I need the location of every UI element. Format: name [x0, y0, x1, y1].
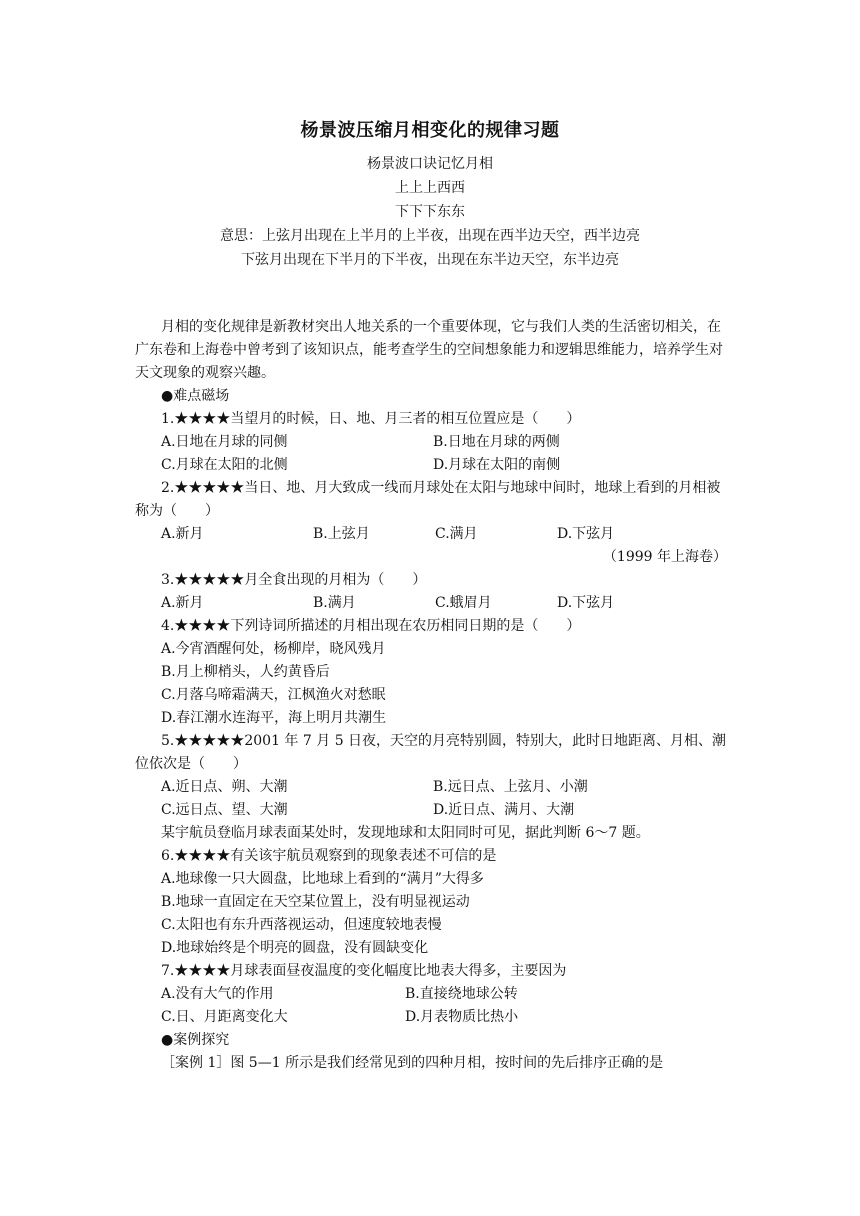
- option: D.月表物质比热小: [405, 1009, 519, 1025]
- question-1-options: [135, 454, 731, 477]
- option: A.新月: [161, 526, 204, 542]
- option: B.远日点、上弦月、小潮: [433, 779, 588, 795]
- main-content: [135, 316, 731, 1075]
- mnemonic-line: 意思：上弦月出现在上半月的上半夜，出现在西半边天空，西半边亮: [220, 228, 640, 244]
- mnemonic-block: [0, 152, 860, 272]
- mnemonic-line: 下下下东东: [395, 204, 465, 220]
- context-6-7: 某宇航员登临月球表面某处时，发现地球和太阳同时可见，据此判断 6～7 题。: [161, 825, 650, 841]
- question-2-source: （1999 年上海卷）: [602, 549, 727, 565]
- option: C.太阳也有东升西落视运动，但速度较地表慢: [161, 917, 442, 933]
- option: A.地球像一只大圆盘，比地球上看到的“满月”大得多: [161, 871, 484, 887]
- mnemonic-line: 杨景波口诀记忆月相: [367, 156, 493, 172]
- option: D.地球始终是个明亮的圆盘，没有圆缺变化: [161, 940, 429, 956]
- mnemonic-line: 下弦月出现在下半月的下半夜，出现在东半边天空，东半边亮: [241, 252, 619, 268]
- question-5-options: [135, 776, 731, 799]
- question-4-stem: 4.★★★★下列诗词所描述的月相出现在农历相同日期的是（ ）: [161, 618, 581, 634]
- option: C.远日点、望、大潮: [161, 802, 288, 818]
- option: D.下弦月: [557, 595, 615, 611]
- question-3-stem: 3.★★★★★月全食出现的月相为（ ）: [161, 572, 427, 588]
- option: C.满月: [435, 526, 478, 542]
- section-heading: ●难点磁场: [161, 388, 230, 404]
- option: D.春江潮水连海平，海上明月共潮生: [161, 710, 387, 726]
- option: B.满月: [313, 595, 356, 611]
- option: A.日地在月球的同侧: [161, 434, 288, 450]
- option: D.近日点、满月、大潮: [433, 802, 575, 818]
- page-title: 杨景波压缩月相变化的规律习题: [300, 120, 560, 141]
- question-1-options: [135, 431, 731, 454]
- intro-paragraph: 月相的变化规律是新教材突出人地关系的一个重要体现，它与我们人类的生活密切相关，在广东卷和上海卷中曾考到了该知识点，能考查学生的空间想象能力和逻辑思维能力，培养学生对天文现象的观察兴趣。: [135, 319, 723, 381]
- option: C.月球在太阳的北侧: [161, 457, 288, 473]
- option: C.月落乌啼霜满天，江枫渔火对愁眠: [161, 687, 386, 703]
- option: A.今宵酒醒何处，杨柳岸，晓风残月: [161, 641, 386, 657]
- case-1-stem: ［案例 1］图 5—1 所示是我们经常见到的四种月相，按时间的先后排序正确的是: [161, 1055, 664, 1071]
- mnemonic-line: 上上上西西: [395, 180, 465, 196]
- option: B.月上柳梢头，人约黄昏后: [161, 664, 330, 680]
- option: D.下弦月: [557, 526, 615, 542]
- option: B.地球一直固定在天空某位置上，没有明显视运动: [161, 894, 470, 910]
- question-2-stem: 2.★★★★★当日、地、月大致成一线而月球处在太阳与地球中间时，地球上看到的月相被称为（ ）: [135, 480, 721, 519]
- option: B.直接绕地球公转: [405, 986, 518, 1002]
- question-3-options: [135, 592, 731, 615]
- question-5-stem: 5.★★★★★2001 年 7 月 5 日夜，天空的月亮特别圆，特别大，此时日地距离、月相、潮位依次是（ ）: [135, 733, 727, 772]
- option: D.月球在太阳的南侧: [433, 457, 561, 473]
- option: A.近日点、朔、大潮: [161, 779, 288, 795]
- question-7-options: [135, 1006, 731, 1029]
- question-5-options: [135, 799, 731, 822]
- section-heading: ●案例探究: [161, 1032, 230, 1048]
- option: B.日地在月球的两侧: [433, 434, 560, 450]
- option: A.没有大气的作用: [161, 986, 274, 1002]
- option: A.新月: [161, 595, 204, 611]
- question-6-stem: 6.★★★★有关该宇航员观察到的现象表述不可信的是: [161, 848, 497, 864]
- question-1-stem: 1.★★★★当望月的时候，日、地、月三者的相互位置应是（ ）: [161, 411, 581, 427]
- option: C.日、月距离变化大: [161, 1009, 288, 1025]
- question-7-stem: 7.★★★★月球表面昼夜温度的变化幅度比地表大得多，主要因为: [161, 963, 567, 979]
- question-7-options: [135, 983, 731, 1006]
- question-2-options: [135, 523, 731, 546]
- option: B.上弦月: [313, 526, 370, 542]
- option: C.蛾眉月: [435, 595, 492, 611]
